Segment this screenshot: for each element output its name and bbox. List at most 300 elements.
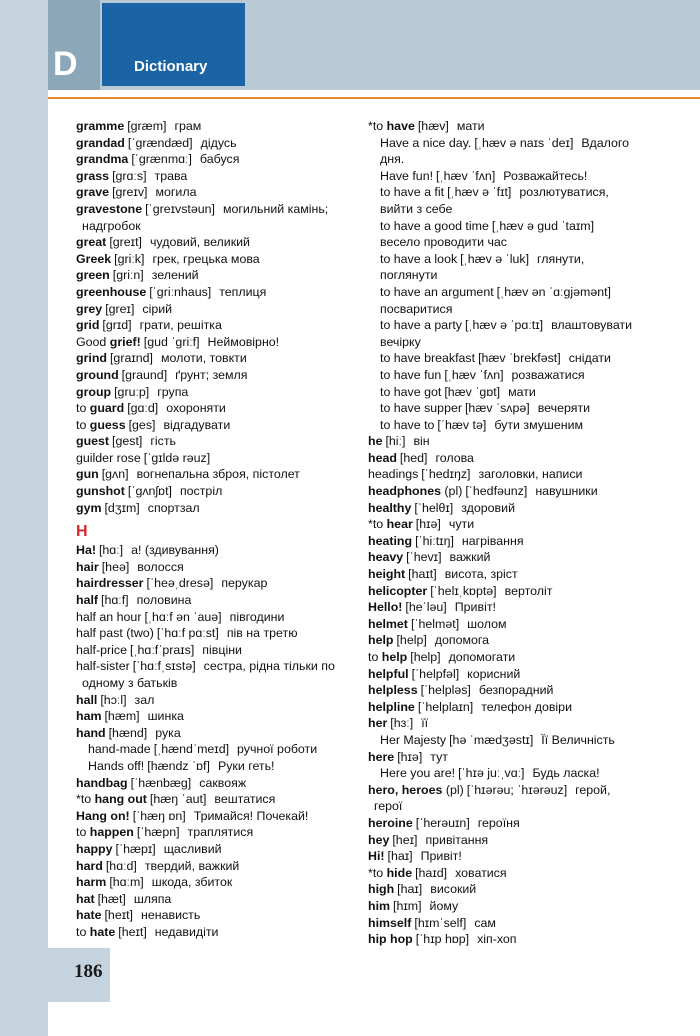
- dictionary-entry: [368, 151, 660, 168]
- dictionary-entry: [368, 616, 660, 633]
- headword: to have a fit: [380, 185, 445, 200]
- headword: harm: [76, 875, 107, 890]
- headword: Ha!: [76, 543, 96, 558]
- translation: надгробок: [82, 218, 141, 233]
- dictionary-entry: [76, 725, 360, 742]
- translation: недавидіти: [154, 924, 219, 939]
- dictionary-entry: [76, 891, 360, 908]
- transcription: [ˈheəˌdresə]: [146, 576, 214, 591]
- dictionary-entry: [76, 151, 360, 168]
- transcription: [gest]: [112, 434, 143, 449]
- dictionary-entry: [368, 666, 660, 683]
- transcription: [ˈgreɪvstəun]: [145, 201, 215, 216]
- headword: height: [368, 567, 406, 582]
- dictionary-entry: [368, 433, 660, 450]
- headword: helpless: [368, 683, 418, 698]
- transcription: [hə ˈmædʒəstɪ]: [449, 732, 534, 747]
- translation: молоти, товкти: [160, 351, 247, 366]
- transcription: [ˈhelpfəl]: [411, 666, 460, 681]
- dictionary-entry: [76, 201, 360, 218]
- headword: him: [368, 898, 391, 913]
- translation: голова: [435, 450, 474, 465]
- headword: greenhouse: [76, 284, 147, 299]
- dictionary-entry: [76, 267, 360, 284]
- translation: вогнепальна зброя, пістолет: [136, 467, 300, 482]
- headword: hip hop: [368, 932, 413, 947]
- translation: шолом: [467, 616, 507, 631]
- dictionary-entry: [368, 765, 660, 782]
- translation: привітання: [425, 832, 489, 847]
- transcription: [dʒɪm]: [104, 500, 140, 515]
- dictionary-entry: [76, 758, 360, 775]
- headword: happen: [89, 825, 134, 840]
- translation: він: [413, 434, 430, 449]
- transcription: [gud ˈgriːf]: [143, 334, 200, 349]
- translation: половина: [136, 593, 192, 608]
- translation: влаштовувати: [551, 318, 633, 333]
- headword: healthy: [368, 500, 412, 515]
- transcription: [hændz ˈɒf]: [147, 758, 210, 773]
- headword: hat: [76, 891, 95, 906]
- dictionary-entry: [76, 642, 360, 659]
- headword: half-sister: [76, 659, 130, 674]
- translation: хіп-хоп: [477, 932, 517, 947]
- translation: корисний: [467, 666, 521, 681]
- translation: глянути,: [537, 251, 585, 266]
- translation: сірий: [142, 301, 173, 316]
- headword: grave: [76, 185, 110, 200]
- headword: grandad: [76, 135, 125, 150]
- translation: ховатися: [455, 865, 507, 880]
- dictionary-entry: [368, 201, 660, 218]
- translation: ручної роботи: [237, 742, 318, 757]
- transcription: [hæv]: [417, 119, 449, 133]
- transcription: [ˈgriːnhaus]: [149, 284, 212, 299]
- translation: Розважайтесь!: [503, 168, 588, 183]
- headword: Hi!: [368, 849, 385, 864]
- headword: gunshot: [76, 484, 125, 499]
- dictionary-entry: [368, 168, 660, 185]
- translation: відгадувати: [163, 417, 231, 432]
- transcription: [ˈhelpləs]: [420, 683, 471, 698]
- headword: gym: [76, 500, 102, 515]
- transcription: [ˈhæpn]: [136, 825, 180, 840]
- headword: great: [76, 235, 107, 250]
- dictionary-entry: [368, 715, 660, 732]
- translation: шляпа: [133, 891, 172, 906]
- headword: half-price: [76, 642, 127, 657]
- translation: рука: [155, 725, 181, 740]
- dictionary-entry: [76, 542, 360, 559]
- translation: вийти з себе: [380, 201, 453, 216]
- dictionary-entry: [368, 566, 660, 583]
- dictionary-entry: [368, 251, 660, 268]
- headword: hair: [76, 559, 99, 574]
- transcription: [haɪ]: [397, 882, 423, 897]
- transcription: [ˌhæv ə gud ˈtaɪm]: [491, 218, 595, 233]
- transcription: [heɪt]: [118, 924, 147, 939]
- transcription: [griːk]: [114, 251, 145, 266]
- transcription: [ˈhɑːf pɑːst]: [156, 626, 219, 641]
- transcription: [ˈhæv tə]: [437, 417, 487, 432]
- translation: Тримайся! Почекай!: [193, 808, 309, 823]
- headword: hall: [76, 692, 98, 707]
- transcription: [graund]: [121, 367, 168, 382]
- translation: сам: [474, 915, 496, 930]
- translation: вертоліт: [504, 583, 553, 598]
- dictionary-entry: [76, 466, 360, 483]
- headword: head: [368, 450, 397, 465]
- headword: happy: [76, 841, 113, 856]
- transcription: [help]: [396, 633, 427, 648]
- transcription: [ˈherəuɪn]: [415, 815, 470, 830]
- transcription: [hæv ˈsʌpə]: [464, 401, 530, 416]
- transcription: [hænd]: [108, 725, 148, 740]
- dictionary-entry: to help [help] допомогати: [368, 650, 516, 664]
- dictionary-entry: [76, 675, 360, 692]
- transcription: [hæv ˈgɒt]: [444, 384, 501, 399]
- transcription: [ˈgrændæd]: [127, 135, 193, 150]
- headword: have: [386, 119, 415, 133]
- translation: могильний камінь;: [222, 201, 329, 216]
- translation: а! (здивування): [131, 543, 219, 558]
- translation: мати: [456, 119, 485, 133]
- headword: ham: [76, 709, 102, 724]
- translation: пів на третю: [226, 626, 298, 641]
- headword: guilder rose: [76, 450, 141, 465]
- translation: тут: [430, 749, 448, 764]
- transcription: [ˈgrænmɑː]: [131, 152, 192, 167]
- transcription: [ˈhɪə juːˌvɑː]: [458, 766, 525, 781]
- dictionary-entry: [76, 118, 360, 135]
- headword: hard: [76, 858, 103, 873]
- transcription: [hɪmˈself]: [414, 915, 467, 930]
- transcription: [ˈgʌnʃɒt]: [127, 484, 172, 499]
- headword: half: [76, 593, 99, 608]
- entry-list-g: [76, 118, 360, 516]
- dictionary-entry: [76, 708, 360, 725]
- transcription: [hɜː]: [390, 716, 414, 731]
- dictionary-entry: *to have [hæv] мати: [368, 119, 485, 133]
- dictionary-entry: [368, 400, 660, 417]
- dictionary-entry: [76, 609, 360, 626]
- translation: допомога: [434, 633, 490, 648]
- headword: group: [76, 384, 112, 399]
- translation: зал: [134, 692, 155, 707]
- transcription: [ˈgɪldə rəuz]: [143, 450, 211, 465]
- headword: handbag: [76, 775, 128, 790]
- transcription: [ˈhæpɪ]: [115, 841, 156, 856]
- headword: to have an argument: [380, 284, 494, 299]
- page-number: 186: [74, 961, 103, 982]
- translation: поглянути: [380, 268, 438, 283]
- translation: дня.: [380, 152, 405, 167]
- headword: Hello!: [368, 600, 403, 615]
- translation: допомогати: [448, 650, 516, 664]
- transcription: [grɑːs]: [112, 168, 147, 183]
- headword: he: [368, 434, 383, 449]
- dictionary-entry: *to hide [haɪd] ховатися: [368, 865, 507, 880]
- dictionary-entry: [76, 658, 360, 675]
- dictionary-entry: [368, 583, 660, 600]
- dictionary-entry: [76, 808, 360, 825]
- dictionary-entry: [76, 559, 360, 576]
- translation: шкода, збиток: [151, 875, 233, 890]
- translation: Будь ласка!: [532, 766, 600, 781]
- dictionary-entry: [368, 500, 660, 517]
- dictionary-entry: [76, 433, 360, 450]
- transcription: [greɪv]: [112, 185, 148, 200]
- translation: Руки геть!: [217, 758, 275, 773]
- dictionary-entry: [76, 350, 360, 367]
- transcription: [haɪ]: [387, 849, 413, 864]
- dictionary-entry: [368, 533, 660, 550]
- transcription: [grɪd]: [102, 318, 132, 333]
- translation: телефон довіри: [481, 699, 572, 714]
- headword: hate: [76, 908, 102, 923]
- dictionary-entry: headphones (pl) [ˈhedfəunz] навушники: [368, 484, 598, 499]
- translation: герой,: [575, 782, 611, 797]
- translation: нагрівання: [461, 533, 524, 548]
- transcription: [ˈhɑːfˌsɪstə]: [132, 659, 196, 674]
- translation: йому: [429, 898, 459, 913]
- translation: теплиця: [219, 284, 267, 299]
- translation: Її Величність: [541, 732, 615, 747]
- dictionary-entry: [76, 592, 360, 609]
- translation: трава: [154, 168, 188, 183]
- transcription: [ˈhæŋ ɒn]: [132, 808, 186, 823]
- dictionary-entry: [76, 858, 360, 875]
- transcription: [hɑːd]: [105, 858, 137, 873]
- dictionary-entry: [368, 267, 660, 284]
- dictionary-entry: [368, 218, 660, 235]
- transcription: [ˈhelɪˌkɒptə]: [430, 583, 497, 598]
- dictionary-entry: [368, 931, 660, 948]
- transcription: [hɪə]: [397, 749, 423, 764]
- translation: шинка: [147, 709, 184, 724]
- translation: грам: [174, 119, 202, 133]
- headword: to have breakfast: [380, 351, 476, 366]
- headword: himself: [368, 915, 412, 930]
- transcription: [gruːp]: [114, 384, 150, 399]
- headword: grey: [76, 301, 103, 316]
- headword: grind: [76, 351, 107, 366]
- translation: сестра, рідна тільки по: [203, 659, 335, 674]
- dictionary-entry: [368, 848, 660, 865]
- headword: hey: [368, 832, 390, 847]
- dictionary-entry: [76, 184, 360, 201]
- headword: her: [368, 716, 388, 731]
- translation: волосся: [137, 559, 184, 574]
- headword: half an hour: [76, 609, 142, 624]
- headword: to have a party: [380, 318, 462, 333]
- headword: guess: [89, 417, 126, 432]
- headword: to have fun: [380, 367, 442, 382]
- transcription: [heˈləu]: [405, 600, 447, 615]
- transcription: [ˌhɑːfˈpraɪs]: [129, 642, 195, 657]
- transcription: [hɑːf]: [101, 593, 129, 608]
- translation: грати, решітка: [139, 318, 222, 333]
- headword: to have supper: [380, 401, 462, 416]
- translation: зелений: [151, 268, 199, 283]
- transcription: [graɪnd]: [109, 351, 153, 366]
- headword: guest: [76, 434, 110, 449]
- dictionary-entry: [76, 135, 360, 152]
- dictionary-entry: [368, 832, 660, 849]
- dictionary-entry: [76, 841, 360, 858]
- dictionary-entry: [76, 500, 360, 517]
- headword: hero, heroes: [368, 782, 443, 797]
- translation: охороняти: [166, 401, 226, 416]
- dictionary-entry: [368, 699, 660, 716]
- headword: hand-made: [88, 742, 151, 757]
- transcription: [ˌhæv ə ˈfɪt]: [447, 185, 512, 200]
- transcription: [hæv ˈbrekfəst]: [478, 351, 561, 366]
- headword: helpline: [368, 699, 415, 714]
- transcription: [ˈhelplaɪn]: [417, 699, 474, 714]
- dictionary-entry: [76, 483, 360, 500]
- translation: дідусь: [200, 135, 237, 150]
- translation: здоровий: [461, 500, 515, 515]
- translation: траплятися: [187, 825, 254, 840]
- headword: helpful: [368, 666, 409, 681]
- headword: heroine: [368, 815, 413, 830]
- headword: hide: [386, 865, 413, 880]
- headword: to have to: [380, 417, 435, 432]
- transcription: [heɪ]: [392, 832, 418, 847]
- dictionary-entry: [368, 881, 660, 898]
- translation: важкий: [449, 550, 491, 565]
- translation: грек, грецька мова: [152, 251, 260, 266]
- section-heading-h: H: [76, 523, 88, 541]
- translation: мати: [508, 384, 536, 399]
- headword: heavy: [368, 550, 404, 565]
- transcription: [ˌhæv ə ˈluk]: [460, 251, 530, 266]
- translation: ґрунт; земля: [175, 367, 248, 382]
- headword: help: [368, 633, 394, 648]
- header-rule: [48, 97, 700, 99]
- dictionary-entry: [368, 632, 660, 649]
- translation: півціни: [202, 642, 242, 657]
- transcription: [ˈhelθɪ]: [414, 500, 454, 515]
- headword: Hands off!: [88, 758, 145, 773]
- headword: headphones: [368, 484, 441, 499]
- translation: бабуся: [199, 152, 240, 167]
- headword: helicopter: [368, 583, 428, 598]
- dictionary-entry: [368, 350, 660, 367]
- transcription: [hiː]: [385, 434, 406, 449]
- translation: група: [157, 384, 189, 399]
- translation: бути змушеним: [494, 417, 584, 432]
- dictionary-entry: [76, 367, 360, 384]
- dictionary-entry: [368, 384, 660, 401]
- translation: розважатися: [511, 367, 585, 382]
- headword: hairdresser: [76, 576, 144, 591]
- dictionary-entry: [76, 218, 360, 235]
- transcription: [hɪm]: [393, 898, 422, 913]
- dictionary-entry: [76, 775, 360, 792]
- translation: посваритися: [380, 301, 453, 316]
- dictionary-entry: [368, 317, 660, 334]
- transcription: [gɑːd]: [127, 401, 159, 416]
- headword: helmet: [368, 616, 408, 631]
- dictionary-entry: [76, 384, 360, 401]
- dictionary-entry: [76, 284, 360, 301]
- dictionary-entry: [368, 749, 660, 766]
- dictionary-entry: [76, 168, 360, 185]
- transcription: [græm]: [127, 119, 167, 133]
- headword: Have a nice day.: [380, 135, 472, 150]
- transcription: [ˈhɪp hɒp]: [415, 932, 470, 947]
- dictionary-entry: [76, 692, 360, 709]
- transcription: [hæm]: [104, 709, 140, 724]
- transcription: [haɪt]: [408, 567, 437, 582]
- translation: могила: [155, 185, 197, 200]
- dictionary-entry: [368, 815, 660, 832]
- section-letter-tab: D: [53, 45, 78, 83]
- transcription: [ˈhiːtɪŋ]: [415, 533, 454, 548]
- translation: героїня: [477, 815, 520, 830]
- translation: Неймовірно!: [207, 334, 280, 349]
- dictionary-entry: [368, 417, 660, 434]
- translation: вечеряти: [537, 401, 591, 416]
- headword: Greek: [76, 251, 112, 266]
- headword: hear: [386, 517, 413, 532]
- dictionary-entry: [76, 874, 360, 891]
- dictionary-entry: [368, 898, 660, 915]
- headword: Have fun!: [380, 168, 434, 183]
- translation: навушники: [535, 484, 598, 499]
- transcription: [haɪd]: [415, 865, 448, 880]
- translation: півгодини: [229, 609, 285, 624]
- transcription: [hæŋ ˈaut]: [149, 792, 207, 807]
- headword: ground: [76, 367, 119, 382]
- dictionary-entry: to happen [ˈhæpn] траплятися: [76, 825, 254, 840]
- dictionary-entry: [368, 301, 660, 318]
- headword: grid: [76, 318, 100, 333]
- translation: заголовки, написи: [478, 467, 583, 482]
- translation: постріл: [179, 484, 223, 499]
- dictionary-entry: [76, 317, 360, 334]
- right-column: [368, 118, 660, 948]
- headword: heating: [368, 533, 413, 548]
- translation: ненависть: [141, 908, 201, 923]
- dictionary-entry: [368, 915, 660, 932]
- translation: чудовий, великий: [149, 235, 250, 250]
- page-title: Dictionary: [134, 58, 208, 75]
- translation: її: [421, 716, 429, 731]
- dictionary-entry: [368, 184, 660, 201]
- headword: green: [76, 268, 110, 283]
- transcription: [heə]: [101, 559, 130, 574]
- transcription: [ˈhevɪ]: [406, 550, 442, 565]
- dictionary-entry: hero, heroes (pl) [ˈhɪərəu; ˈhɪərəuz] герой,: [368, 782, 611, 797]
- translation: перукар: [221, 576, 268, 591]
- translation: весело проводити час: [380, 235, 507, 250]
- transcription: [gʌn]: [101, 467, 129, 482]
- dictionary-entry: [368, 135, 660, 152]
- translation: висота, зріст: [444, 567, 518, 582]
- entry-list-h: [76, 542, 360, 940]
- translation: щасливий: [163, 841, 222, 856]
- translation: Привіт!: [454, 600, 496, 615]
- headword: help: [381, 650, 408, 664]
- translation: саквояж: [199, 775, 247, 790]
- dictionary-entry: [76, 575, 360, 592]
- translation: герої: [374, 799, 403, 814]
- transcription: [ˈhedfəunz]: [465, 484, 528, 499]
- transcription: [ˌhɑːf ən ˈauə]: [144, 609, 222, 624]
